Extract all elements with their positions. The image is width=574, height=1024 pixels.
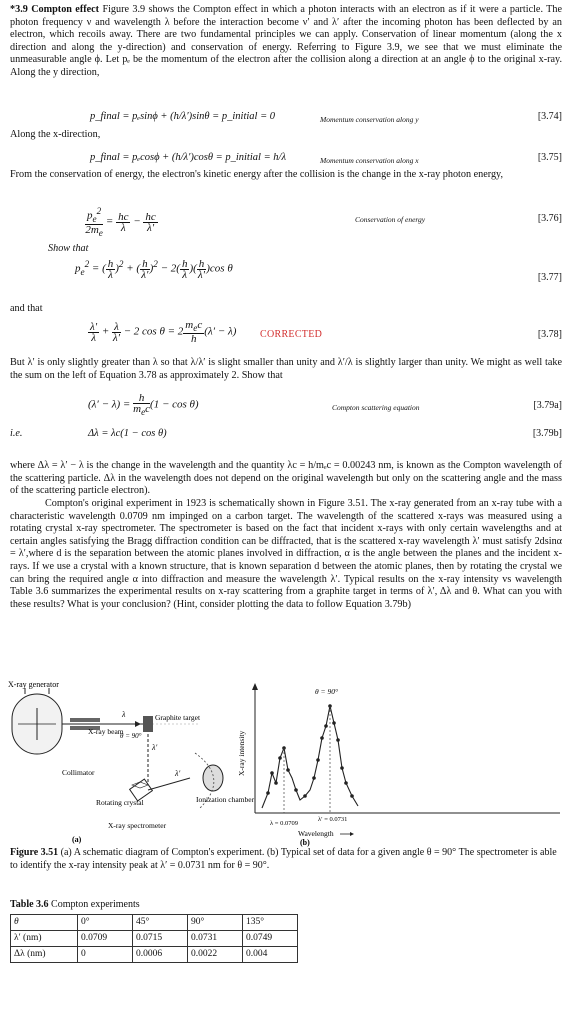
eq377-number: [3.77] xyxy=(537,272,562,283)
figure-a-label: (a) xyxy=(72,835,82,844)
intensity-plot xyxy=(237,683,560,847)
data-points xyxy=(266,704,354,798)
where-text: where Δλ = λ′ − λ is the change in the wavelength and the quantity λc = h/mₑc = 0.00243 nm, is known as the Compton wavelength of the scattering particle. Δλ in the wavelength does not depend on the original wavelength but only on the scattering angle and the mass of the scattering particle electron). xyxy=(10,460,562,497)
graphite-target-label: Graphite target xyxy=(155,713,201,722)
problem-heading: *3.9 Compton effect xyxy=(10,4,100,15)
xray-tube-icon xyxy=(12,688,62,754)
compton-table xyxy=(10,914,298,963)
figure-b-label: (b) xyxy=(300,838,310,847)
table-row xyxy=(11,931,298,947)
equation-3-78: $\frac{\lambda'}{\lambda}$ + $\frac{\lambda}{\lambda'}$ − 2 cos θ = 2 $\frac{m_ec}{h}$ (λ′ − λ) xyxy=(90,319,237,346)
wavelength-label: Wavelength xyxy=(298,829,334,838)
eq374-label: Momentum conservation along y xyxy=(320,115,419,124)
eq374-number: [3.74] xyxy=(537,111,562,122)
along-x-text: Along the x-direction, xyxy=(10,129,101,140)
table-cell: θ xyxy=(11,915,78,931)
eq379a-label: Compton scattering equation xyxy=(332,403,420,412)
table-cell: 0.0715 xyxy=(133,931,188,947)
xray-generator-label: X-ray generator xyxy=(8,680,59,689)
table-cell: 0.004 xyxy=(243,947,298,963)
table-title-text: Compton experiments xyxy=(51,899,140,910)
theta-90-label: θ = 90° xyxy=(120,732,142,740)
table-cell: 135° xyxy=(243,915,298,931)
compton-figure xyxy=(0,678,574,848)
ionization-chamber-label: Ionization chamber xyxy=(196,795,255,804)
eq375-label: Momentum conservation along x xyxy=(320,156,419,165)
lambda-prime-label-2: λ′ xyxy=(175,769,181,778)
intensity-curve xyxy=(262,706,358,808)
eq376-number: [3.76] xyxy=(537,213,562,224)
table-row xyxy=(11,915,298,931)
table-cell: 45° xyxy=(133,915,188,931)
show-that-1: Show that xyxy=(48,243,89,254)
table-cell: 0.0006 xyxy=(133,947,188,963)
lambda-label: λ xyxy=(122,710,126,719)
peak1-label: λ = 0.0709 xyxy=(270,820,298,827)
eq379a-number: [3.79a] xyxy=(533,400,562,411)
equation-3-74: p_final = pₑsinϕ + (h/λ′)sinθ = p_initial = 0 xyxy=(90,111,276,122)
y-axis-label: X-ray intensity xyxy=(237,730,246,776)
table-number: Table 3.6 xyxy=(10,899,49,910)
table-cell: Δλ (nm) xyxy=(11,947,78,963)
rotating-crystal-label: Rotating crystal xyxy=(96,798,144,807)
peak2-label: λ′ = 0.0731 xyxy=(318,816,348,823)
intro-text: Figure 3.9 shows the Compton effect in which a photon interacts with an electron as if it were a particle. The photon frequency ν and wavelength λ before the interaction become ν′ and λ′ after the incoming photon has been deflected by an electron, which recoils away. There are two fundamental principles we can apply. Conservation of linear momentum (along the x direction and along the y-direction) and conservation of energy. Referring to Figure 3.9, we see that we must eliminate the unmeasurable angle ϕ. Let pₑ be the momentum of the electron after the collision along a direction at an angle ϕ to the original x-ray. Along the y direction, xyxy=(10,4,563,78)
table-cell: 0.0749 xyxy=(243,931,298,947)
eq378-number: [3.78] xyxy=(537,329,562,340)
and-that-text: and that xyxy=(10,303,43,314)
table-title xyxy=(10,899,140,912)
corrected-label: CORRECTED xyxy=(260,329,323,340)
table-cell: 0° xyxy=(78,915,133,931)
collimator-label: Collimator xyxy=(62,768,95,777)
lambda-prime-label: λ′ xyxy=(152,743,158,752)
spectrometer-label: X-ray spectrometer xyxy=(108,821,167,830)
equation-3-75: p_final = pₑcosϕ + (h/λ′)cosθ = p_initial = h/λ xyxy=(90,152,286,163)
table-row xyxy=(11,947,298,963)
table-cell: 0.0709 xyxy=(78,931,133,947)
equation-3-79b: Δλ = λc(1 − cos θ) xyxy=(88,428,167,439)
equation-3-79a: (λ′ − λ) = $\frac{h}{m_ec}$ (1 − cos θ) xyxy=(88,392,199,418)
table-cell: 90° xyxy=(188,915,243,931)
table-cell: 0.0022 xyxy=(188,947,243,963)
graphite-target-icon xyxy=(143,716,153,732)
eq376-label: Conservation of energy xyxy=(355,215,426,224)
table-cell: 0 xyxy=(78,947,133,963)
theta-plot-label: θ = 90° xyxy=(315,687,338,696)
figure-caption xyxy=(10,847,562,872)
equation-3-76: $\frac{p_e^2}{2m_e}$ = $\frac{hc}{\lambda}$ − $\frac{hc}{\lambda'}$ xyxy=(85,206,156,239)
xray-beam-label: X-ray beam xyxy=(88,727,124,736)
intro-paragraph xyxy=(10,4,562,80)
caption-number: Figure 3.51 xyxy=(10,847,59,858)
caption-text: (a) A schematic diagram of Compton's experiment. (b) Typical set of data for a given angle θ = 90° The spectrometer is able to identify the x-ray intensity peak at λ′ = 0.0731 nm for θ = 90°. xyxy=(10,847,557,871)
table-cell: λ′ (nm) xyxy=(11,931,78,947)
energy-text: From the conservation of energy, the electron's kinetic energy after the collision is the change in the x-ray photon energy, xyxy=(10,169,504,180)
eq379b-number: [3.79b] xyxy=(532,428,562,439)
compton-paragraph: Compton's original experiment in 1923 is schematically shown in Figure 3.51. The x-ray generated from an x-ray tube with a characteristic wavelength 0.0709 nm impinged on a carbon target. The wavelength of the scattered x-rays was measured using a rotating crystal x-ray spectrometer. The spectrometer is based on the fact that incident x-rays with only certain wavelengths and at certain angles satisfying the Bragg diffraction condition can be diffracted, that is the scattered x-ray wavelength λ′ must satisfy 2dsinα = λ′,where d is the separation between the atomic planes involved in diffraction, α is the angle between the planes and the incident x-rays. If we use a crystal with a known structure, that is known separation d between the atomic planes, then by rotating the crystal we can bring the required angle α into diffraction and measure the wavelength λ′. Typical results on the x-ray intensity vs wavelength Table 3.6 summarizes the experimental results on x-ray scattering from a graphite target in terms of λ′, Δλ and θ. What can you with these results? What is your conclusion? (Hint, consider plotting the data to follow Equation 3.79b) xyxy=(10,498,562,610)
ie-text: i.e. xyxy=(10,428,23,439)
equation-3-77: $p_e^2$ = ( $\frac{h}{\lambda}$ )$^2$ + ( $\frac{h}{\lambda'}$ )$^2$ − 2( $\frac{h}{\lambda}$ )( $\frac{h}{\lambda'}$ )cos θ xyxy=(75,257,233,281)
but-text: But λ′ is only slightly greater than λ so that λ/λ′ is slight smaller than unity and λ′/λ is slightly larger than unity. We might as well take the sum on the left of Equation 3.78 as approximately 2. Show that xyxy=(10,357,562,381)
table-cell: 0.0731 xyxy=(188,931,243,947)
eq375-number: [3.75] xyxy=(537,152,562,163)
